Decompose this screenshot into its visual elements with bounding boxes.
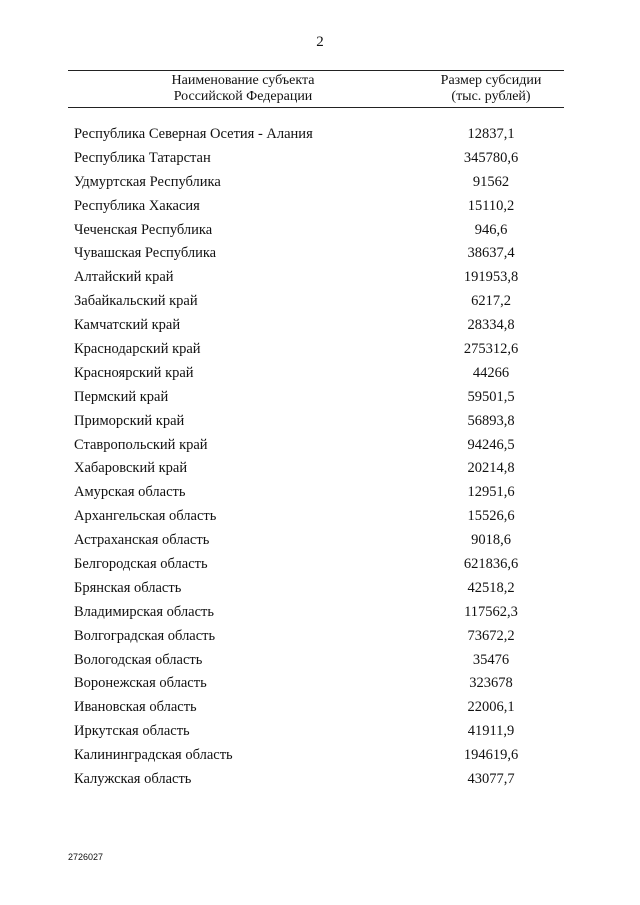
subsidy-amount: 345780,6	[463, 149, 519, 166]
table-row	[74, 554, 564, 578]
page-number: 2	[316, 34, 324, 50]
table-row	[74, 124, 564, 148]
table-row	[74, 220, 564, 244]
subject-name: Приморский край	[74, 412, 185, 429]
table-row	[74, 267, 564, 291]
table-row	[74, 148, 564, 172]
table-row	[74, 172, 564, 196]
subsidy-amount: 73672,2	[467, 627, 515, 644]
column-header-amount-line1: Размер субсидии	[440, 73, 542, 88]
table-row	[74, 506, 564, 530]
subsidy-amount: 28334,8	[467, 317, 515, 334]
subsidy-amount: 946,6	[474, 221, 508, 238]
table-header	[68, 70, 564, 108]
table-row	[74, 530, 564, 554]
subsidy-amount: 12837,1	[467, 126, 515, 142]
subsidy-amount: 6217,2	[471, 293, 511, 310]
column-header-subject	[68, 73, 418, 105]
table-row	[74, 482, 564, 506]
table-row	[74, 458, 564, 482]
table-row	[74, 721, 564, 745]
subject-name: Ивановская область	[74, 699, 197, 716]
subsidy-amount: 38637,4	[467, 245, 515, 262]
subsidy-amount: 194619,6	[463, 747, 519, 764]
subsidy-amount: 56893,8	[467, 412, 515, 429]
column-header-amount	[418, 73, 564, 105]
subsidy-amount: 43077,7	[467, 771, 515, 788]
subsidy-amount: 94246,5	[467, 436, 515, 453]
subsidy-amount: 275312,6	[463, 341, 519, 358]
subsidy-amount: 44266	[472, 364, 510, 381]
subsidy-amount: 323678	[469, 675, 513, 692]
subsidy-amount: 41911,9	[467, 723, 515, 740]
table-body	[74, 124, 564, 793]
subject-name: Чувашская Республика	[74, 245, 217, 262]
table-row	[74, 745, 564, 769]
subject-name: Калининградская область	[74, 747, 233, 764]
table-row	[74, 650, 564, 674]
table-row	[74, 363, 564, 387]
subsidy-amount: 9018,6	[471, 532, 511, 549]
subject-name: Камчатский край	[74, 317, 181, 334]
table-row	[74, 291, 564, 315]
subsidy-amount: 12951,6	[467, 484, 515, 501]
table-row	[74, 387, 564, 411]
column-header-amount-line2: (тыс. рублей)	[451, 89, 531, 104]
subject-name: Алтайский край	[74, 269, 174, 286]
subsidy-amount: 15110,2	[467, 197, 515, 214]
subject-name: Чеченская Республика	[74, 221, 213, 238]
subject-name: Амурская область	[74, 484, 186, 501]
table-row	[74, 769, 564, 793]
subject-name: Белгородская область	[74, 556, 208, 573]
subsidy-amount: 22006,1	[467, 699, 515, 716]
subsidy-amount: 20214,8	[467, 460, 515, 477]
subject-name: Республика Северная Осетия - Алания	[74, 126, 313, 142]
subject-name: Воронежская область	[74, 675, 207, 692]
subsidy-amount: 117562,3	[464, 603, 518, 620]
subject-name: Республика Татарстан	[74, 149, 211, 166]
subject-name: Астраханская область	[74, 532, 210, 549]
subsidy-amount: 59501,5	[467, 388, 515, 405]
subject-name: Пермский край	[74, 388, 169, 405]
subsidy-amount: 42518,2	[467, 579, 515, 596]
subsidy-amount: 35476	[472, 651, 510, 668]
table-row	[74, 626, 564, 650]
subject-name: Краснодарский край	[74, 341, 201, 358]
subject-name: Красноярский край	[74, 364, 194, 381]
subsidy-amount: 191953,8	[463, 269, 519, 286]
subsidy-amount: 91562	[472, 173, 510, 190]
subject-name: Калужская область	[74, 771, 192, 788]
subject-name: Республика Хакасия	[74, 197, 200, 214]
table-row	[74, 339, 564, 363]
table-row	[74, 243, 564, 267]
table-row	[74, 578, 564, 602]
subject-name: Хабаровский край	[74, 460, 188, 477]
subject-name: Архангельская область	[74, 508, 217, 525]
table-row	[74, 602, 564, 626]
subject-name: Ставропольский край	[74, 436, 208, 453]
subject-name: Брянская область	[74, 579, 182, 596]
table-row	[74, 435, 564, 459]
column-header-subject-line1: Наименование субъекта	[171, 73, 315, 88]
subject-name: Забайкальский край	[74, 293, 198, 310]
table-row	[74, 411, 564, 435]
subject-name: Владимирская область	[74, 603, 214, 620]
subject-name: Удмуртская Республика	[74, 173, 221, 190]
table-row	[74, 697, 564, 721]
subject-name: Вологодская область	[74, 651, 203, 668]
table-row	[74, 673, 564, 697]
subject-name: Волгоградская область	[74, 627, 216, 644]
subsidy-amount: 15526,6	[467, 508, 515, 525]
subject-name: Иркутская область	[74, 723, 190, 740]
subsidy-amount: 621836,6	[463, 556, 519, 573]
column-header-subject-line2: Российской Федерации	[173, 89, 313, 104]
table-row	[74, 196, 564, 220]
document-code: 2726027	[68, 852, 104, 862]
table-row	[74, 315, 564, 339]
